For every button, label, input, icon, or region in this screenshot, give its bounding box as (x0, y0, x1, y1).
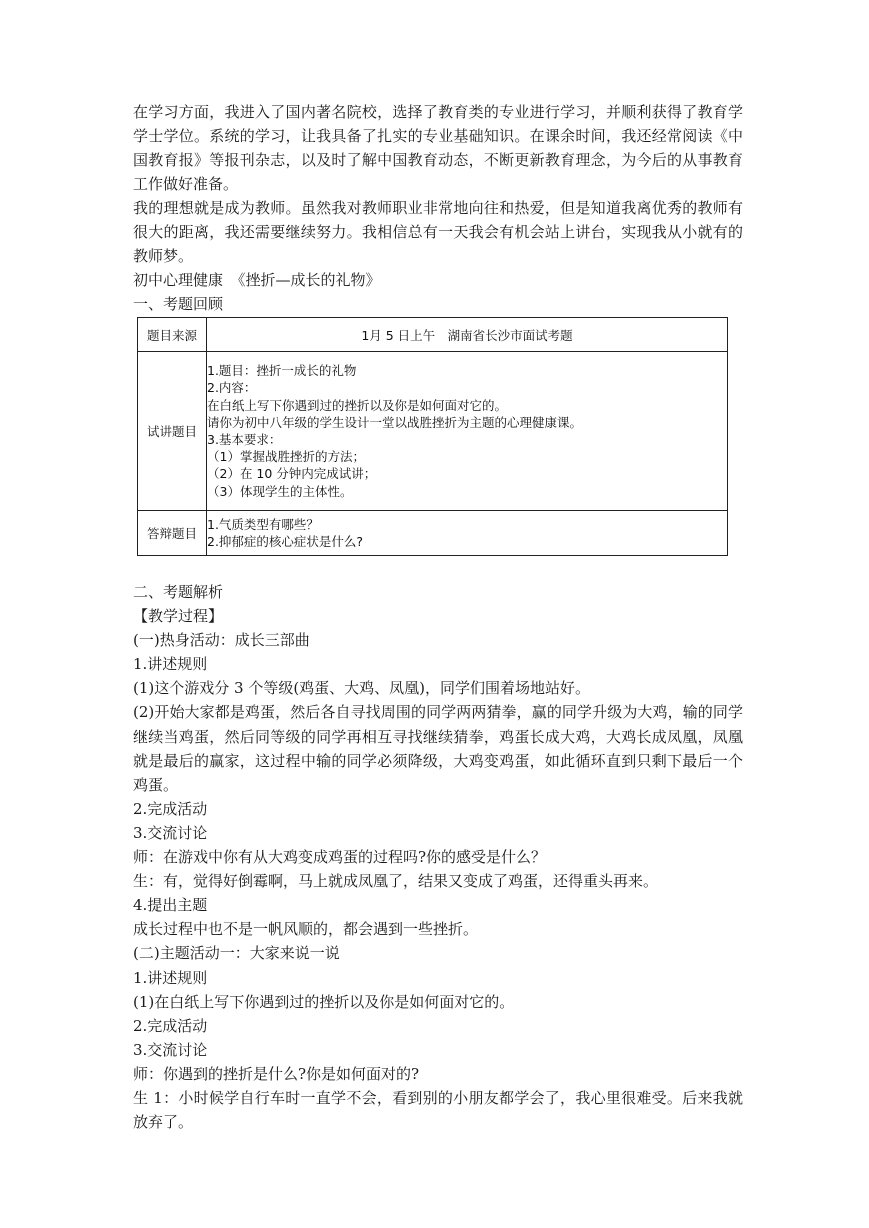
topic-line: （3）体现学生的主体性。 (207, 483, 353, 499)
table-value-topic (207, 352, 728, 511)
topic-line: （2）在 10 分钟内完成试讲； (207, 466, 377, 482)
defense-line: 1.气质类型有哪些？ (207, 516, 319, 532)
heading-main-activity-1: (二)主题活动一：大家来说一说 (133, 944, 340, 963)
step-text: 4.提出主题 (133, 896, 208, 915)
step-text: 成长过程中也不是一帆风顺的，都会遇到一些挫折。 (133, 920, 479, 939)
topic-line: 3.基本要求： (207, 432, 282, 447)
topic-line: 1.题目：挫折一成长的礼物 (207, 363, 357, 379)
defense-line: 2.抑郁症的核心症状是什么? (207, 534, 364, 549)
table-value-defense (207, 511, 728, 556)
step-paragraph: (2)开始大家都是鸡蛋，然后各自寻找周围的同学两两猜拳，赢的同学升级为大鸡，输的同学继续当鸡蛋，然后同等级的同学再相互寻找继续猜拳，鸡蛋长成大鸡，大鸡长成凤凰，凤凰就是最后的赢家，这过程中输的同学必须降级，大鸡变鸡蛋，如此循环直到只剩下最后一个鸡蛋。 (133, 703, 743, 794)
table-label-defense: 答辩题目 (138, 511, 207, 556)
table-value-source: 1月 5 日上午 湖南省长沙市面试考题 (207, 318, 728, 352)
dialogue-student: 生：有，觉得好倒霉啊，马上就成凤凰了，结果又变成了鸡蛋，还得重头再来。 (133, 872, 659, 891)
step-text: (1)这个游戏分 3 个等级(鸡蛋、大鸡、凤凰)，同学们围着场地站好。 (133, 679, 591, 698)
dialogue-teacher: 师：你遇到的挫折是什么?你是如何面对的? (133, 1064, 420, 1083)
section-heading-analysis: 二、考题解析 (133, 583, 224, 601)
topic-line: 在白纸上写下你遇到过的挫折以及你是如何面对它的。 (207, 397, 508, 413)
table-row (138, 511, 728, 556)
step-text: 3.交流讨论 (133, 1040, 208, 1059)
step-text: 2.完成活动 (133, 799, 208, 818)
heading-teaching-process: 【教学过程】 (133, 607, 224, 626)
step-text: 3.交流讨论 (133, 823, 208, 842)
topic-line: （1）掌握战胜挫折的方法； (207, 449, 365, 465)
intro-paragraph-2: 我的理想就是成为教师。虽然我对教师职业非常地向往和热爱，但是知道我离优秀的教师有很大的距离，我还需要继续努力。我相信总有一天我会有机会站上讲台，实现我从小就有的教师梦。 (133, 199, 743, 265)
heading-warmup: (一)热身活动：成长三部曲 (133, 631, 310, 650)
dialogue-student: 生 1：小时候学自行车时一直学不会，看到别的小朋友都学会了，我心里很难受。后来我就放弃了。 (133, 1088, 743, 1132)
step-text: 2.完成活动 (133, 1016, 208, 1035)
table-row (138, 318, 728, 352)
topic-line: 2.内容： (207, 380, 257, 396)
table-label-source: 题目来源 (138, 318, 207, 352)
analysis-section (133, 580, 743, 1134)
table-label-topic: 试讲题目 (138, 352, 207, 511)
intro-paragraph-1: 在学习方面，我进入了国内著名院校，选择了教育类的专业进行学习，并顺利获得了教育学学士学位。系统的学习，让我具备了扎实的专业基础知识。在课余时间，我还经常阅读《中国教育报》等报刊杂志，以及时了解中国教育动态，不断更新教育理念，为今后的从事教育工作做好准备。 (133, 103, 743, 193)
dialogue-teacher: 师：在游戏中你有从大鸡变成鸡蛋的过程吗?你的感受是什么？ (133, 848, 547, 867)
lesson-title: 初中心理健康 《挫折—成长的礼物》 (133, 271, 381, 289)
intro-section (133, 100, 743, 316)
step-text: 1.讲述规则 (133, 655, 208, 674)
table-row (138, 352, 728, 511)
topic-line: 请你为初中八年级的学生设计一堂以战胜挫折为主题的心理健康课。 (207, 414, 583, 430)
step-text: 1.讲述规则 (133, 968, 208, 987)
exam-info-table (137, 317, 728, 556)
section-heading-review: 一、考题回顾 (133, 295, 224, 313)
step-text: (1)在白纸上写下你遇到过的挫折以及你是如何面对它的。 (133, 992, 515, 1011)
